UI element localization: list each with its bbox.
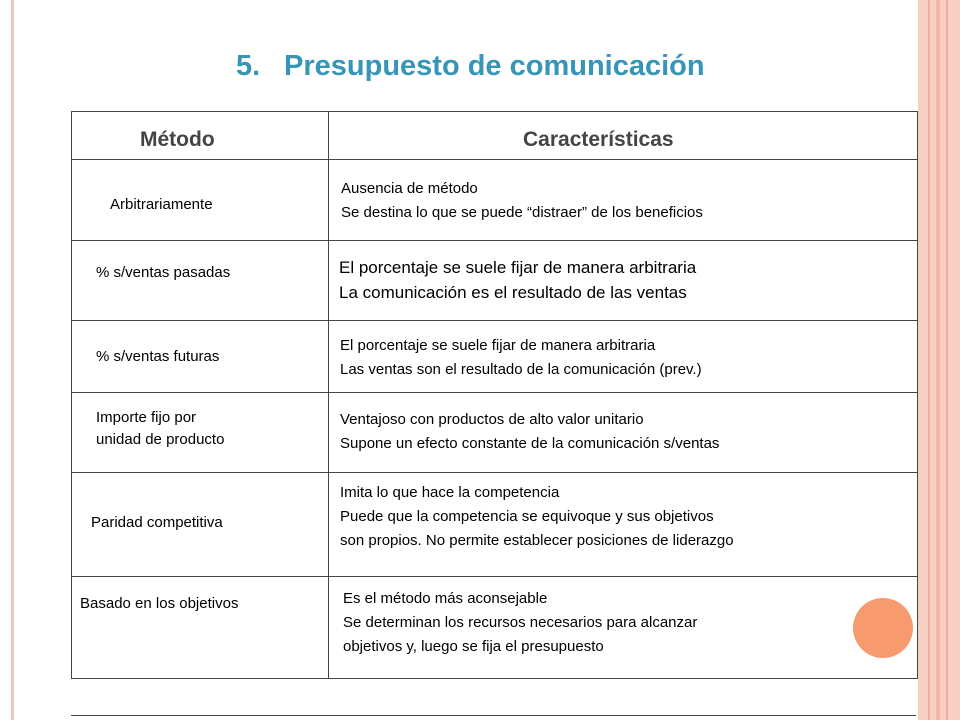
row-divider [71,392,918,393]
title-text: Presupuesto de comunicación [284,50,705,82]
method-cell: % s/ventas futuras [96,348,220,365]
accent-circle [853,598,913,658]
characteristics-cell: Ausencia de método Se destina lo que se puede “distraer” de los beneficios [341,180,703,221]
method-cell: Importe fijo por unidad de producto [96,409,225,448]
method-cell: % s/ventas pasadas [96,264,231,281]
row-divider [71,472,918,473]
characteristics-cell: El porcentaje se suele fijar de manera arbitraria Las ventas son el resultado de la comunicación (prev.) [340,337,702,378]
bottom-rule [71,715,916,716]
method-cell: Arbitrariamente [110,196,213,213]
characteristics-cell: Es el método más aconsejable Se determinan los recursos necesarios para alcanzar objetivos y, luego se fija el presupuesto [343,590,698,655]
right-stripe [946,0,948,720]
row-divider [71,159,918,160]
method-cell: Basado en los objetivos [80,595,239,612]
right-stripe [936,0,940,720]
characteristics-cell: Imita lo que hace la competencia Puede que la competencia se equivoque y sus objetivos son propios. No permite establecer posiciones de liderazgo [340,484,734,549]
row-divider [71,576,918,577]
slide-title [236,50,705,83]
header-characteristics: Características [523,128,674,151]
characteristics-cell: El porcentaje se suele fijar de manera arbitraria La comunicación es el resultado de las ventas [339,258,697,302]
left-frame-border [11,0,14,720]
right-stripe [928,0,930,720]
characteristics-cell: Ventajoso con productos de alto valor unitario Supone un efecto constante de la comunicación s/ventas [340,411,720,452]
header-method: Método [140,128,215,151]
row-divider [71,240,918,241]
row-divider [71,320,918,321]
title-number: 5. [236,50,261,82]
method-cell: Paridad competitiva [91,514,223,531]
column-divider [328,111,329,679]
